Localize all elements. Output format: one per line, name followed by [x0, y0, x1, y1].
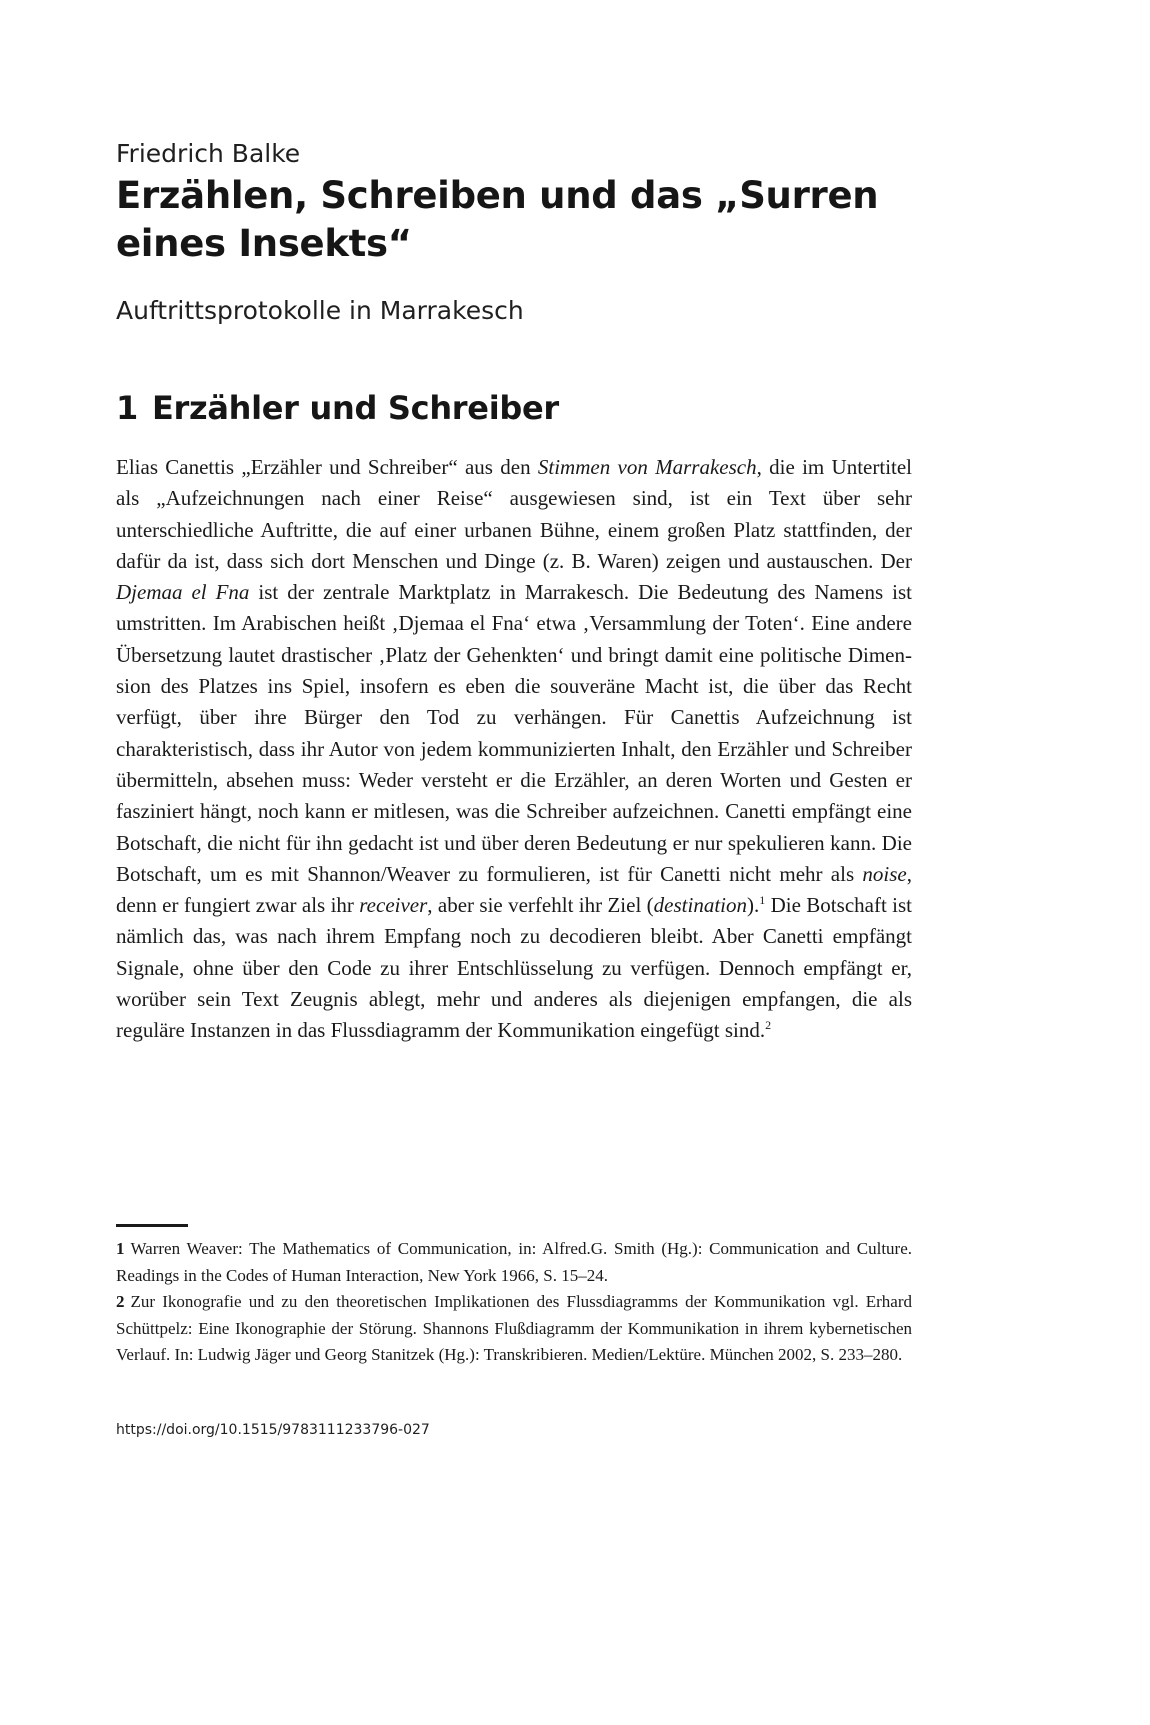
- body-text-run: , die im Untertitel als „Aufzeichnungen nach einer Reise“ ausgewiesen sind, ist ein Text über sehr unterschiedliche Auftritte, die auf einer urbanen Bühne, einem großen Platz stattfinden, der dafür da ist, dass sich dort Menschen und Dinge (z. B. Waren) zeigen und austauschen. Der: [116, 455, 913, 573]
- body-text-run: Die Botschaft ist nämlich das, was nach ihrem Empfang noch zu decodieren bleibt. Aber Canetti empfängt Signale, ohne über den Code zu ihrer Entschlüsselung zu verfügen. Dennoch empfängt er, worüber sein Text Zeugnis ablegt, mehr und anderes als diejenigen empfangen, die als reguläre Instanzen in das Flussdiagramm der Kommunikation eingefügt sind.: [116, 893, 912, 1043]
- italic-term: destination: [653, 893, 747, 918]
- body-text-run: ).: [747, 893, 760, 918]
- section-title: Erzähler und Schreiber: [151, 389, 559, 427]
- article-subtitle: Auftrittsprotokolle in Marrakesch: [116, 296, 524, 325]
- footnote-divider: [116, 1224, 188, 1227]
- body-text-run: , denn er fungiert zwar als ihr: [116, 861, 912, 918]
- italic-term: noise: [862, 861, 907, 886]
- body-text-run: Elias Canettis „Erzähler und Schreiber“ aus den: [116, 455, 538, 479]
- body-text-run: ist der zentrale Marktplatz in Marrakesch. Die Bedeutung des Namens ist umstritten. Im Arabischen heißt ‚Djemaa el Fna‘ etwa ‚Versammlung der Toten‘. Eine andere Übersetzung lautet drastischer ‚Platz der Gehenkten‘ und bringt damit eine politische Dimension des Platzes ins Spiel, insofern es eben die souveräne Macht ist, die über das Recht verfügt, über ihre Bürger den Tod zu verhängen. Für Canettis Aufzeichnung ist charakteristisch, dass ihr Autor von jedem kommunizierten Inhalt, den Erzähler und Schreiber übermitteln, absehen muss: Weder versteht er die Erzähler, an deren Worten und Gesten er fasziniert hängt, noch kann er mitlesen, was die Schreiber aufzeichnen. Canetti empfängt eine Botschaft, die nicht für ihn gedacht ist und über deren Bedeutung er nur spekulieren kann. Die Botschaft, um es mit Shannon/Weaver zu formulieren, ist für Canetti nicht mehr als: [116, 580, 912, 886]
- article-title: Erzählen, Schreiben und das „Surren eines Insekts“: [116, 174, 879, 265]
- doi-link[interactable]: https://doi.org/10.1515/9783111233796-027: [116, 1422, 430, 1438]
- footnote-number: 2: [116, 1292, 125, 1312]
- footnote-reference-1[interactable]: 1: [759, 893, 766, 908]
- italic-term: receiver: [359, 893, 428, 918]
- body-paragraph: [116, 452, 912, 1047]
- footnote-reference-2[interactable]: 2: [765, 1018, 772, 1033]
- footnote-item: [116, 1236, 912, 1289]
- footnote-number: 1: [116, 1239, 125, 1258]
- section-heading: [116, 388, 559, 428]
- author-name: Friedrich Balke: [116, 139, 301, 168]
- italic-term: Stimmen von Marrakesch: [537, 455, 757, 479]
- footnote-text: Warren Weaver: The Mathematics of Communication, in: Alfred.G. Smith (Hg.): Communication and Culture. Readings in the Codes of Human Interaction, New York 1966, S. 15–24.: [116, 1239, 912, 1285]
- footnote-item: [116, 1289, 912, 1369]
- body-text-run: , aber sie verfehlt ihr Ziel (: [427, 893, 654, 918]
- footnotes: [116, 1236, 912, 1369]
- section-number: 1: [116, 389, 138, 427]
- footnote-text: Zur Ikonografie und zu den theoretischen Implikationen des Flussdiagramms der Kommunikation vgl. Erhard Schüttpelz: Eine Ikonographie der Störung. Shannons Flußdiagramm der Kommunikation in ihrem kybernetischen Verlauf. In: Ludwig Jäger und Georg Stanitzek (Hg.): Transkribieren. Medien/Lektüre. München 2002, S. 233–280.: [116, 1292, 912, 1365]
- italic-term: Djemaa el Fna: [116, 580, 250, 605]
